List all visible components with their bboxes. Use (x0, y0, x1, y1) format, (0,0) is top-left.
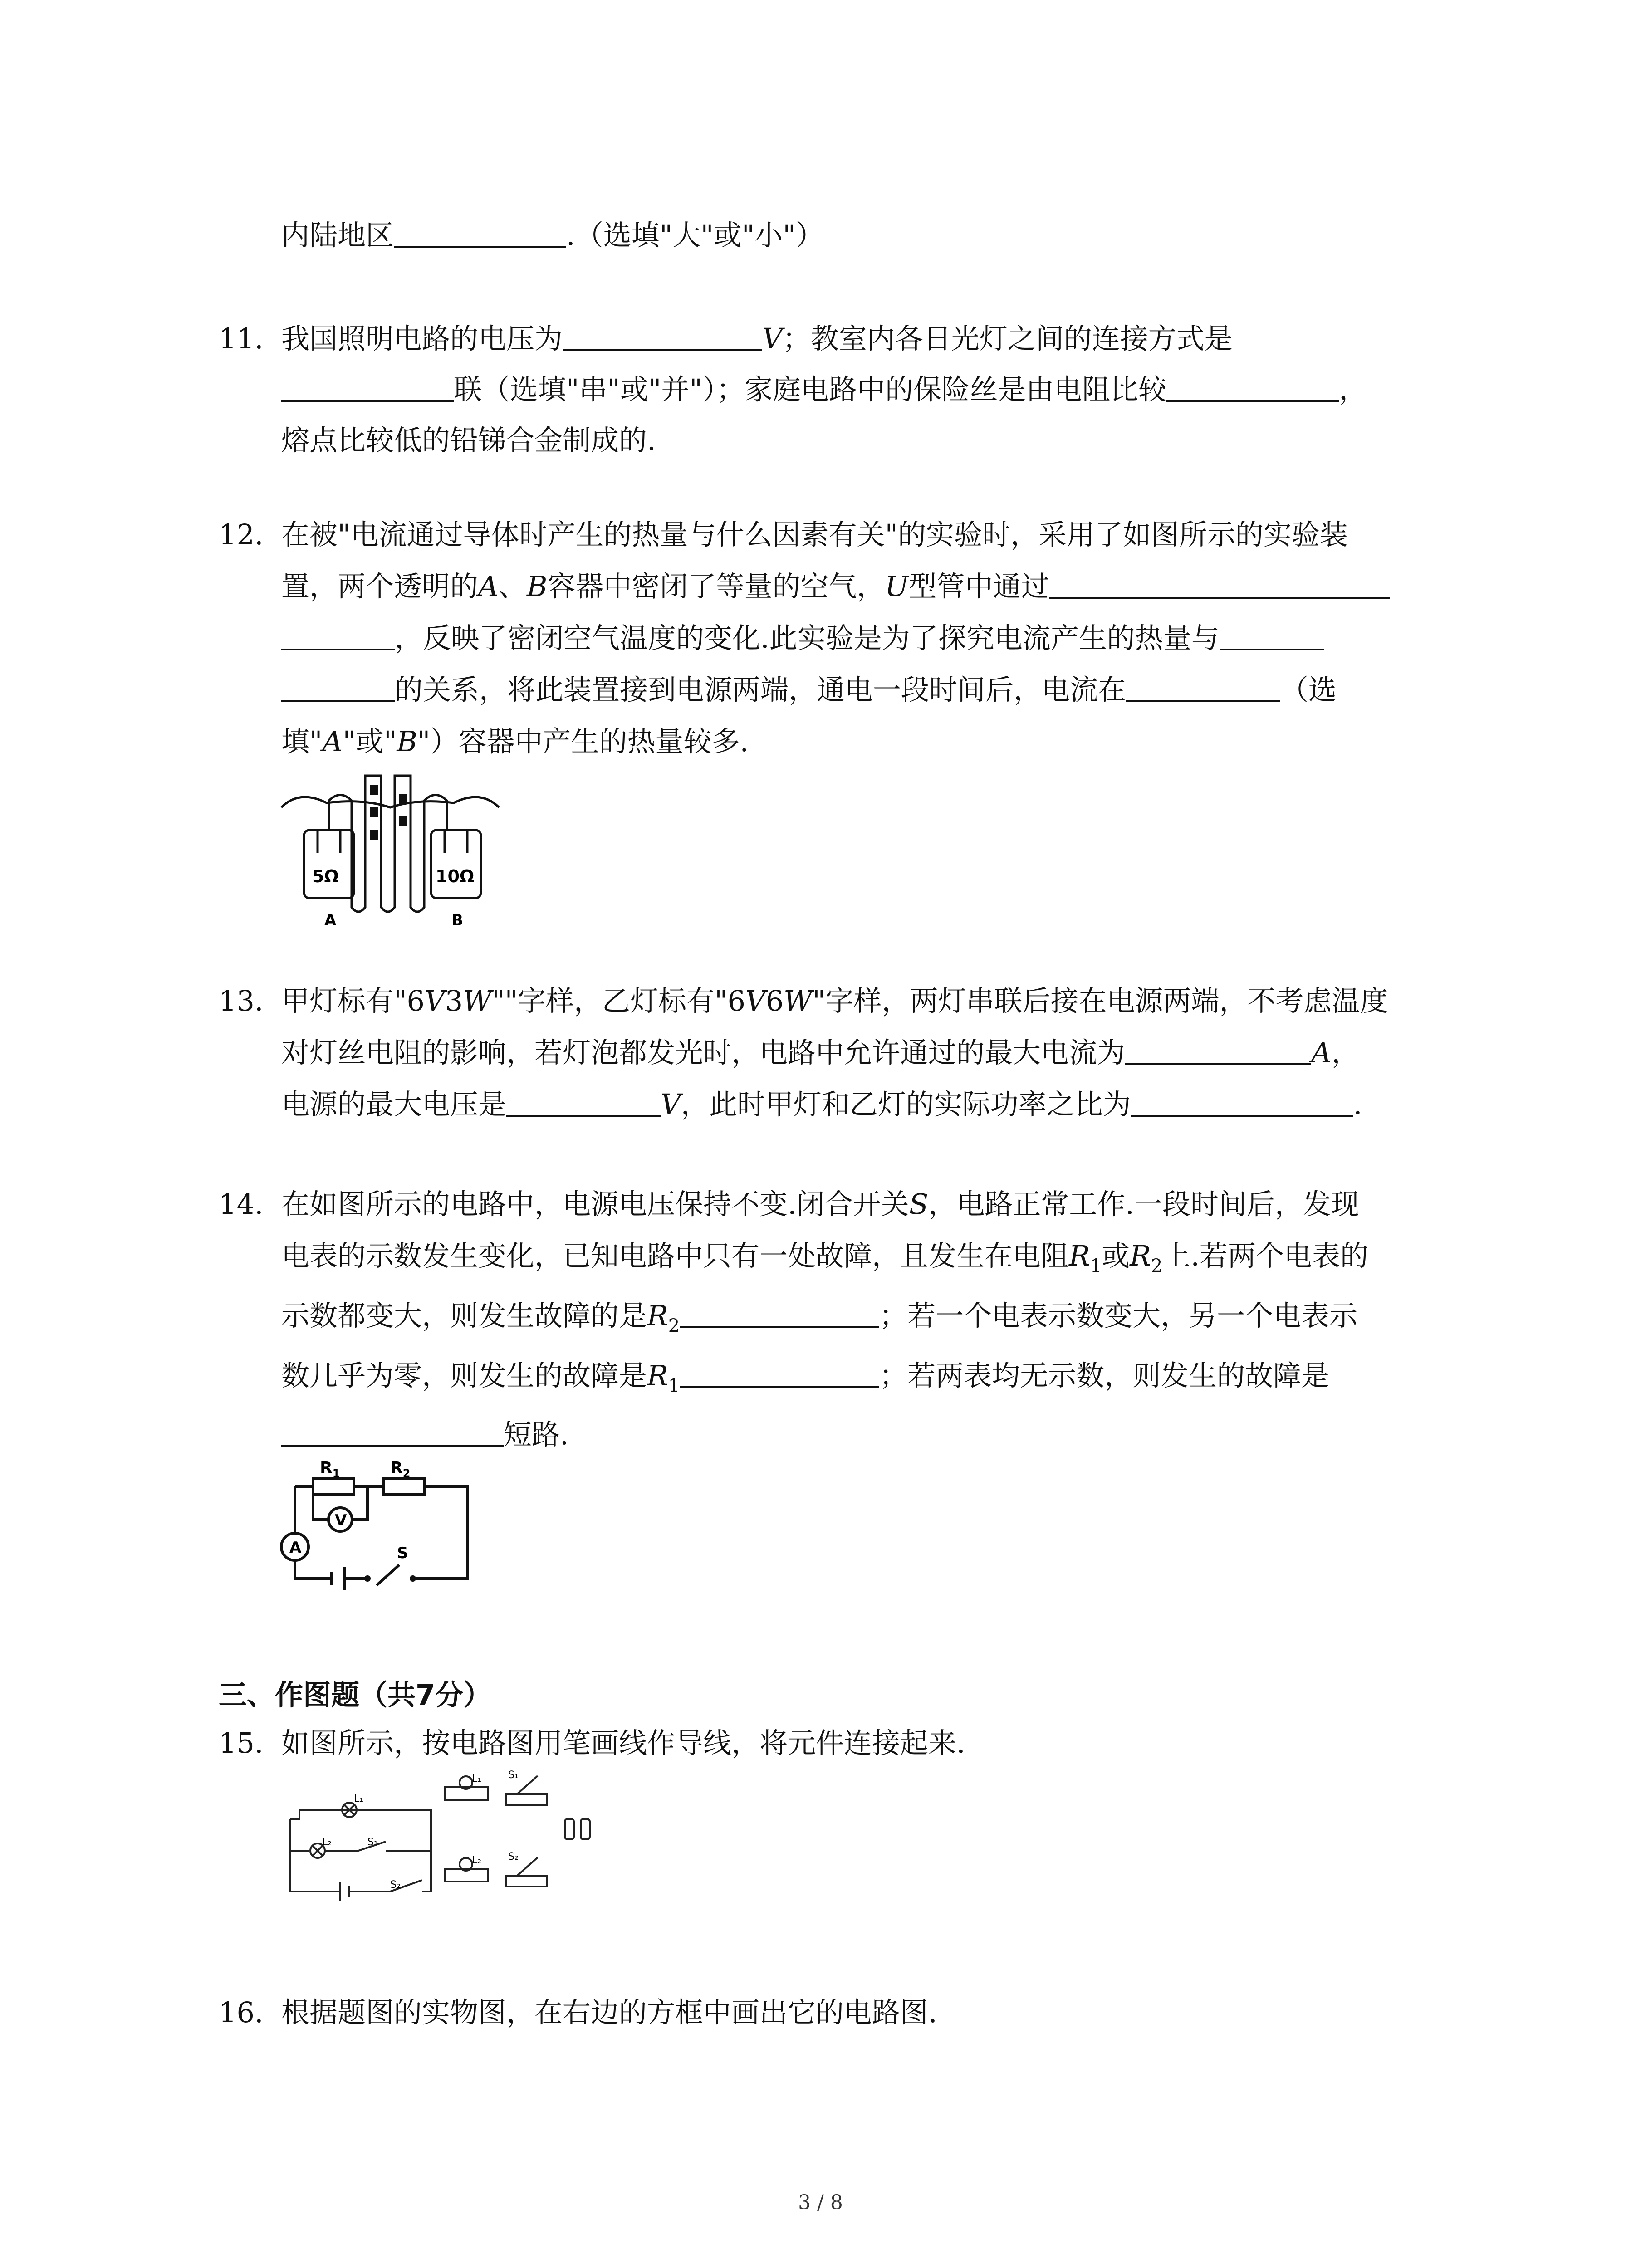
unit-v: V (762, 322, 783, 355)
q14-text-j: 短路. (504, 1418, 569, 1451)
container-b-label: B (451, 911, 463, 929)
q12-blank-2b[interactable] (281, 676, 395, 702)
q13-line1 (281, 984, 1388, 1017)
q11-line3: 熔点比较低的铅锑合金制成的. (281, 424, 656, 457)
q11-blank-voltage[interactable] (563, 325, 762, 351)
q14-line5 (281, 1418, 569, 1451)
l2-device-label: L₂ (472, 1855, 482, 1866)
right-resistor-label: 10Ω (436, 866, 475, 886)
label-s: S (909, 1188, 929, 1221)
q12-text-e: 的关系，将此装置接到电源两端，通电一段时间后，电流在 (395, 673, 1127, 706)
unit-a: A (1311, 1036, 1332, 1069)
q11-line1 (281, 322, 1233, 355)
label-r4: R (647, 1359, 668, 1392)
q12-text-i: "）容器中产生的热量较多. (417, 725, 749, 758)
q13-line3 (281, 1090, 1362, 1119)
label-a2: A (322, 725, 343, 758)
q13-text-e: "字样，两灯串联后接在电源两端，不考虑温度 (812, 984, 1388, 1017)
s2-label: S₂ (390, 1879, 401, 1891)
label-r2: R (1130, 1239, 1151, 1272)
r2-label: $R_2$ (390, 1459, 411, 1480)
q10-line1 (281, 219, 824, 252)
q14-line3 (281, 1299, 1358, 1336)
q14-text-c: 电表的示数发生变化，已知电路中只有一处故障，且发生在电阻 (281, 1239, 1069, 1272)
q13-blank-current[interactable] (1125, 1039, 1311, 1065)
unit-v3: V (661, 1088, 681, 1121)
q12-text-b: 容器中密闭了等量的空气， (547, 570, 885, 603)
q13-text-j: . (1353, 1088, 1362, 1121)
q11-number: 11. (219, 322, 264, 355)
section-title: 三、作图题（共7分） (219, 1678, 492, 1711)
r1-label: $R_1$ (320, 1459, 340, 1480)
q12-sep: 、 (498, 570, 527, 603)
unit-w2: W (784, 984, 813, 1017)
q11-line2 (281, 373, 1367, 406)
q12-u-tube-apparatus-figure (272, 758, 508, 930)
q14-text: 在如图所示的电路中，电源电压保持不变.闭合开关 (281, 1188, 909, 1221)
q13-line2 (281, 1036, 1360, 1069)
q13-text-d: 6 (765, 984, 784, 1017)
q12-number: 12. (219, 518, 264, 551)
unit-w: W (463, 984, 492, 1017)
q13-text-c: ""字样，乙灯标有"6 (491, 984, 745, 1017)
sub-4: 1 (668, 1375, 680, 1396)
q11-blank-connection[interactable] (281, 376, 454, 402)
s1-device-label: S₁ (508, 1769, 519, 1781)
q12-line4 (281, 673, 1337, 706)
q14-blank-1[interactable] (680, 1302, 879, 1328)
label-r3: R (647, 1299, 668, 1332)
q14-text-f: 示数都变大，则发生故障的是 (281, 1299, 647, 1332)
q10-blank[interactable] (394, 221, 566, 248)
q12-blank-2[interactable] (1220, 624, 1324, 650)
q14-text-b: ，电路正常工作.一段时间后，发现 (928, 1188, 1359, 1221)
q13-blank-voltage[interactable] (506, 1090, 661, 1117)
q11-blank-resistance[interactable] (1166, 376, 1339, 402)
q14-line4 (281, 1359, 1330, 1396)
q14-text-i: ；若两表均无示数，则发生的故障是 (879, 1359, 1330, 1392)
q12-line2 (281, 572, 1390, 601)
q14-line1 (281, 1188, 1359, 1221)
sub-1: 1 (1090, 1256, 1102, 1276)
q11-text-d: ， (1339, 373, 1367, 406)
q14-number: 14. (219, 1188, 264, 1221)
q12-text-d: ，反映了密闭空气温度的变化.此实验是为了探究电流产生的热量与 (395, 621, 1220, 655)
q12-text-f: （选 (1280, 673, 1337, 706)
q11-text: 我国照明电路的电压为 (281, 322, 563, 355)
q14-text-g: ；若一个电表示数变大，另一个电表示 (879, 1299, 1358, 1332)
label-u: U (885, 570, 909, 603)
label-b2: B (397, 725, 417, 758)
q15-text: 如图所示，按电路图用笔画线作导线，将元件连接起来. (281, 1726, 965, 1760)
l1-label: L₁ (354, 1793, 364, 1804)
ammeter-label: A (289, 1539, 302, 1557)
page-number: 3 / 8 (798, 2191, 843, 2214)
left-resistor-label: 5Ω (312, 866, 339, 886)
q14-line2 (281, 1239, 1369, 1276)
q13-number: 13. (219, 984, 264, 1017)
q12-blank-1b[interactable] (281, 624, 395, 650)
q10-text-b: .（选填"大"或"小"） (566, 219, 824, 252)
q14-text-h: 数几乎为零，则发生的故障是 (281, 1359, 647, 1392)
q13-text-f: 对灯丝电阻的影响，若灯泡都发光时，电路中允许通过的最大电流为 (281, 1036, 1126, 1069)
q15-circuit-and-components-figure (281, 1769, 635, 1905)
l2-label: L₂ (322, 1837, 332, 1848)
q14-text-d: 或 (1102, 1239, 1130, 1272)
q12-text-g: 填" (281, 725, 323, 758)
unit-v: V (424, 984, 445, 1017)
q12-text-c: 型管中通过 (908, 570, 1049, 603)
q15-number: 15. (219, 1726, 264, 1760)
s1-label: S₁ (367, 1837, 378, 1848)
q11-text-b: ；教室内各日光灯之间的连接方式是 (782, 322, 1233, 355)
q13-text-g: ， (1331, 1036, 1360, 1069)
q12-text-h: "或" (343, 725, 397, 758)
q11-text-c: 联（选填"串"或"并"）；家庭电路中的保险丝是由电阻比较 (454, 373, 1167, 406)
sub-2: 2 (1151, 1256, 1163, 1276)
q14-circuit-figure (277, 1456, 476, 1601)
l1-device-label: L₁ (472, 1773, 482, 1784)
label-r: R (1069, 1239, 1090, 1272)
q12-line3 (281, 621, 1324, 655)
q10-text: 内陆地区 (281, 219, 394, 252)
label-a: A (478, 570, 499, 603)
q13-text: 甲灯标有"6 (281, 984, 425, 1017)
q12-blank-1[interactable] (1049, 572, 1390, 599)
label-b: B (526, 570, 548, 603)
q12-blank-3[interactable] (1126, 676, 1280, 702)
q13-text-i: ，此时甲灯和乙灯的实际功率之比为 (681, 1088, 1131, 1121)
q14-blank-2[interactable] (680, 1362, 879, 1388)
q14-blank-3[interactable] (281, 1421, 504, 1447)
q13-text-b: 3 (445, 984, 463, 1017)
q16-text: 根据题图的实物图，在右边的方框中画出它的电路图. (281, 1996, 937, 2029)
q16-number: 16. (219, 1996, 264, 2029)
s2-device-label: S₂ (508, 1851, 519, 1862)
q14-text-e: 上.若两个电表的 (1162, 1239, 1369, 1272)
voltmeter-label: V (335, 1511, 347, 1530)
unit-v2: V (745, 984, 766, 1017)
q12-line5 (281, 725, 749, 758)
q12-line1: 在被"电流通过导体时产生的热量与什么因素有关"的实验时，采用了如图所示的实验装 (281, 518, 1348, 551)
switch-label: S (397, 1544, 408, 1562)
q13-text-h: 电源的最大电压是 (281, 1088, 507, 1121)
q13-blank-ratio[interactable] (1131, 1090, 1353, 1117)
container-a-label: A (324, 911, 337, 929)
sub-3: 2 (668, 1315, 680, 1336)
q12-text: 置，两个透明的 (281, 570, 479, 603)
